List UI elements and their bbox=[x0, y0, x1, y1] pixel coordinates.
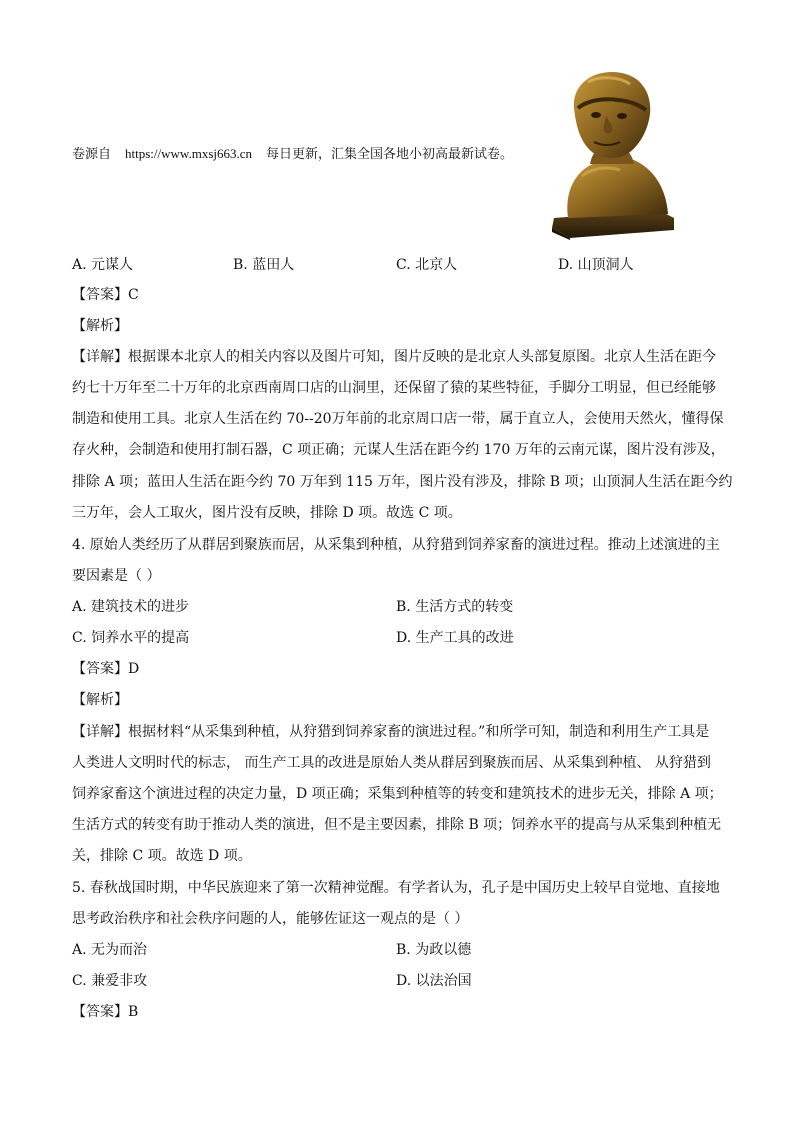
q4-option-c: C. 饲养水平的提高 bbox=[72, 630, 190, 646]
q3-detail-line: 三万年，会人工取火，图片没有反映，排除 D 项。故选 C 项。 bbox=[72, 505, 462, 521]
q3-analysis-label: 【解析】 bbox=[72, 318, 128, 334]
q3-detail-line: 排除 A 项；蓝田人生活在距今约 70 万年到 115 万年，图片没有涉及，排除 B 项；山顶洞人生活在距今约 bbox=[72, 474, 733, 490]
source-prefix: 卷源自 bbox=[72, 147, 112, 162]
source-url[interactable]: https://www.mxsj663.cn bbox=[125, 146, 253, 161]
q3-detail-line: 【详解】根据课本北京人的相关内容以及图片可知，图片反映的是北京人头部复原图。北京人生活在距今 bbox=[72, 349, 716, 365]
q3-option-d: D. 山顶洞人 bbox=[558, 257, 634, 273]
q4-answer: 【答案】D bbox=[72, 661, 140, 677]
q3-detail-line: 存火种，会制造和使用打制石器，C 项正确；元谋人生活在距今约 170 万年的云南元谋，图片没有涉及， bbox=[72, 442, 725, 458]
q4-detail-line: 生活方式的转变有助于推动人类的演进，但不是主要因素，排除 B 项；饲养水平的提高与从采集到种植无 bbox=[72, 817, 722, 833]
q5-option-c: C. 兼爱非攻 bbox=[72, 973, 148, 989]
q5-stem-line: 5. 春秋战国时期，中华民族迎来了第一次精神觉醒。有学者认为，孔子是中国历史上较早自觉地、直接地 bbox=[72, 880, 720, 896]
q5-answer: 【答案】B bbox=[72, 1004, 139, 1020]
q5-option-a: A. 无为而治 bbox=[72, 942, 148, 958]
source-line bbox=[72, 144, 513, 165]
q4-detail-line: 人类进人文明时代的标志， 而生产工具的改进是原始人类从群居到聚族而居、从采集到种植、 从狩猎到 bbox=[72, 755, 711, 771]
q4-detail-line: 关，排除 C 项。故选 D 项。 bbox=[72, 848, 252, 864]
source-suffix: 每日更新，汇集全国各地小初高最新试卷。 bbox=[266, 147, 514, 162]
peking-man-bust-image bbox=[548, 68, 676, 240]
q5-option-d: D. 以法治国 bbox=[396, 973, 472, 989]
q4-stem-line: 4. 原始人类经历了从群居到聚族而居，从采集到种植，从狩猎到饲养家畜的演进过程。推动上述演进的主 bbox=[72, 537, 720, 553]
q3-option-b: B. 蓝田人 bbox=[233, 257, 295, 273]
q4-analysis-label: 【解析】 bbox=[72, 692, 128, 708]
q3-detail-line: 约七十万年至二十万年的北京西南周口店的山洞里，还保留了猿的某些特征，手脚分工明显，但已经能够 bbox=[72, 380, 716, 396]
q4-option-a: A. 建筑技术的进步 bbox=[72, 599, 190, 615]
q3-detail-line: 制造和使用工具。北京人生活在约 70--20万年前的北京周口店一带，属于直立人，会使用天然火，懂得保 bbox=[72, 411, 724, 427]
q4-detail-line: 【详解】根据材料“从采集到种植，从狩猎到饲养家畜的演进过程。”和所学可知，制造和利用生产工具是 bbox=[72, 724, 710, 740]
q3-answer: 【答案】C bbox=[72, 287, 139, 303]
q3-option-c: C. 北京人 bbox=[396, 257, 458, 273]
q5-stem-line: 思考政治秩序和社会秩序问题的人，能够佐证这一观点的是（ ） bbox=[72, 911, 469, 927]
q4-detail-line: 饲养家畜这个演进过程的决定力量，D 项正确；采集到种植等的转变和建筑技术的进步无关，排除 A 项； bbox=[72, 786, 723, 802]
q5-option-b: B. 为政以德 bbox=[396, 942, 472, 958]
q3-option-a: A. 元谋人 bbox=[72, 257, 134, 273]
q4-stem-line: 要因素是（ ） bbox=[72, 568, 161, 584]
q4-option-d: D. 生产工具的改进 bbox=[396, 630, 514, 646]
q4-option-b: B. 生活方式的转变 bbox=[396, 599, 514, 615]
